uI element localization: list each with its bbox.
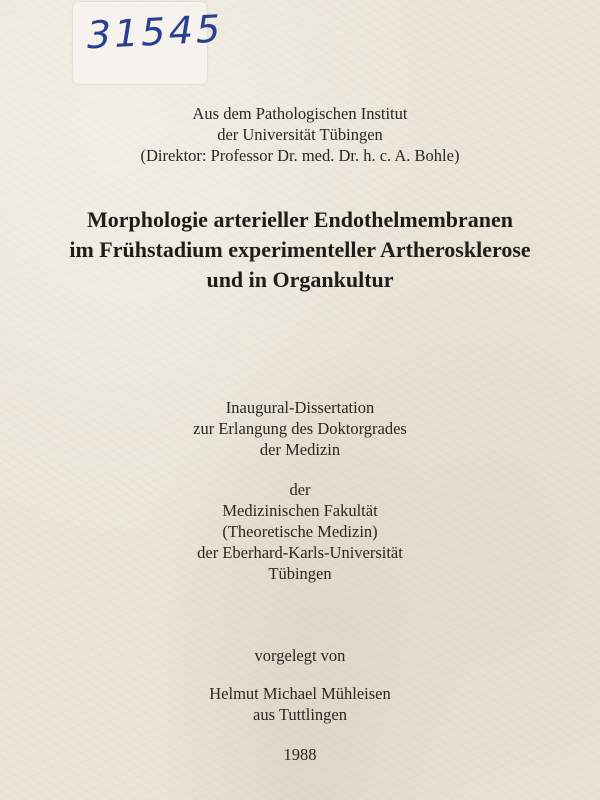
faculty-name: Medizinischen Fakultät (222, 501, 378, 520)
title-line-1: Morphologie arterieller Endothelmembranen (86, 207, 514, 232)
submitted-label: vorgelegt von (254, 646, 346, 665)
institute-header (0, 103, 600, 166)
year-text: 1988 (283, 745, 317, 764)
degree-line: zur Erlangung des Doktorgrades (193, 419, 407, 438)
field-line: der Medizin (259, 440, 341, 459)
author-origin: aus Tuttlingen (253, 705, 347, 724)
faculty-preposition: der (289, 480, 311, 499)
submitted-by (0, 645, 600, 666)
faculty-division: (Theoretische Medizin) (222, 522, 378, 541)
university-line: der Universität Tübingen (217, 125, 383, 144)
publication-year (0, 744, 600, 765)
university-name: der Eberhard-Karls-Universität (197, 543, 403, 562)
author-block (0, 683, 600, 725)
dissertation-type: Inaugural-Dissertation (225, 398, 375, 417)
director-line: (Direktor: Professor Dr. med. Dr. h. c. A. Bohle) (140, 146, 460, 165)
institute-line: Aus dem Pathologischen Institut (192, 104, 408, 123)
city-name: Tübingen (268, 564, 332, 583)
author-name: Helmut Michael Mühleisen (209, 684, 391, 703)
library-sticker (73, 2, 228, 84)
title-line-3: und in Organkultur (206, 267, 394, 292)
dissertation-title (0, 205, 600, 295)
faculty-block (0, 479, 600, 584)
handwritten-catalog-number: 31545 (82, 6, 228, 58)
title-line-2: im Frühstadium experimenteller Artherosklerose (69, 237, 531, 262)
dissertation-purpose (0, 397, 600, 460)
